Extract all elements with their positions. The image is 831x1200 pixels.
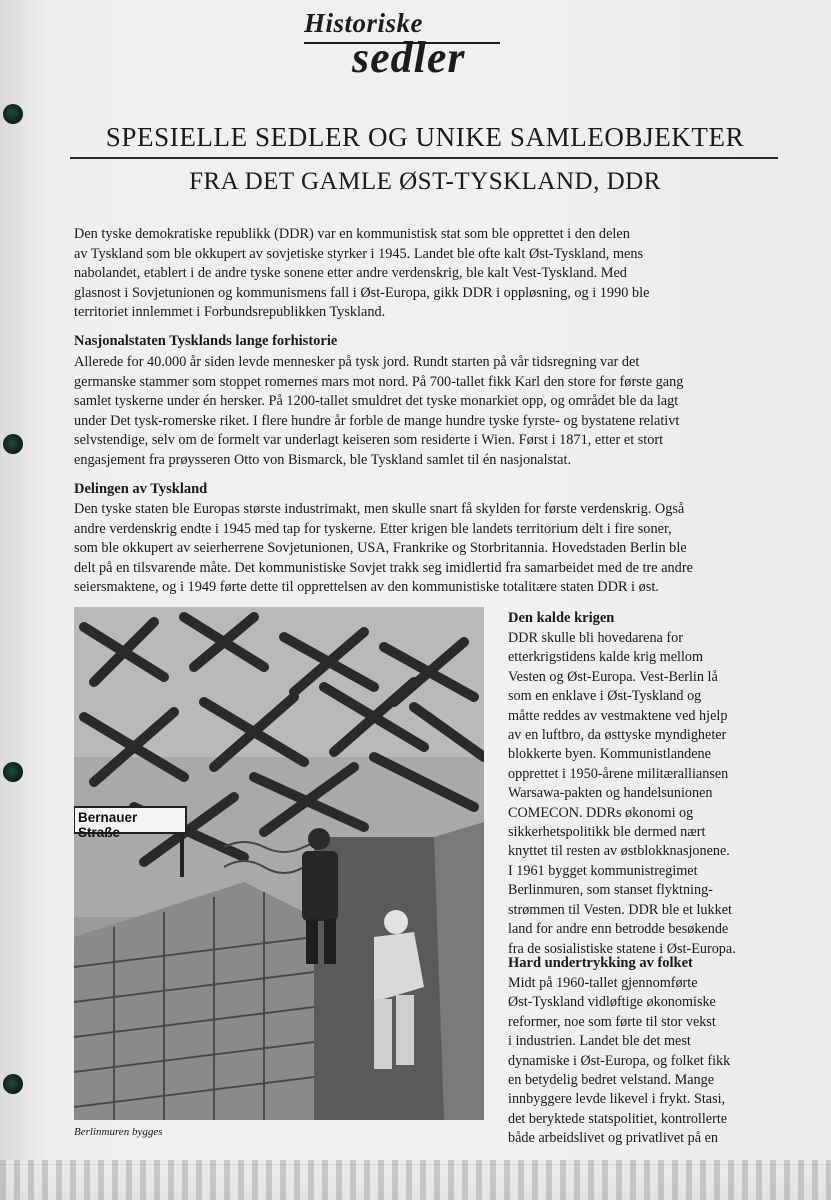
section-heading: Den kalde krigen: [508, 610, 615, 626]
text-line: sikkerhetspolitikk ble dermed nært: [508, 824, 706, 841]
text-line: som ble okkupert av seierherrene Sovjetunionen, USA, Frankrike og Storbritannia. Hovedstaden Berlin ble: [74, 540, 687, 557]
text-line: engasjement fra prøysseren Otto von Bismarck, ble Tyskland samlet til én nasjonalstat.: [74, 451, 572, 468]
page-subtitle: FRA DET GAMLE ØST-TYSKLAND, DDR: [189, 168, 661, 195]
section-paragraph: [508, 974, 770, 1149]
intro-paragraph: [74, 225, 774, 323]
text-line: dynamiske i Øst-Europa, og folket fikk: [508, 1052, 731, 1069]
logo: [300, 6, 510, 82]
text-line: under Det tysk-romerske riket. I flere hundre år forble de mange hundre tyske fyrste- og bystatene relativt: [74, 412, 680, 429]
text-line: opprettet i 1950-årene militæralliansen: [508, 765, 729, 782]
text-line: måtte reddes av vestmaktene ved hjelp: [508, 707, 728, 724]
text-line: det beryktede statspolitiet, kontrollerte: [508, 1110, 728, 1127]
logo-line1: Historiske: [304, 8, 424, 38]
binder-hole: [3, 1074, 23, 1094]
text-line: Midt på 1960-tallet gjennomførte: [508, 975, 698, 991]
intro-line: glasnost i Sovjetunionen og kommunismens fall i Øst-Europa, gikk DDR i oppløsning, og i 1990 ble: [74, 284, 650, 301]
text-line: strømmen til Vesten. DDR ble et lukket: [508, 901, 732, 918]
intro-line: av Tyskland som ble okkupert av sovjetiske styrker i 1945. Landet ble ofte kalt Øst-Tyskland, mens: [74, 245, 644, 262]
photo-illustration: [74, 607, 484, 1120]
text-line: etterkrigstidens kalde krig mellom: [508, 649, 704, 666]
photo-caption: Berlinmuren bygges: [74, 1126, 163, 1138]
section-heading: Hard undertrykking av folket: [508, 955, 693, 971]
binder-hole: [3, 762, 23, 782]
intro-line: Den tyske demokratiske republikk (DDR) var en kommunistisk stat som ble opprettet i den delen: [74, 226, 630, 242]
text-line: I 1961 bygget kommunistregimet: [508, 862, 698, 879]
text-line: en betydelig bedret velstand. Mange: [508, 1072, 715, 1089]
text-line: reformer, noe som førte til stor vekst: [508, 1013, 716, 1030]
text-line: selvstendige, selv om de formelt var underlagt keiseren som residerte i Wien. Først i 1871, etter et stort: [74, 432, 664, 449]
street-sign-label: Bernauer Straße: [78, 810, 138, 840]
text-line: germanske stammer som stoppet romernes mars mot nord. På 700-tallet fikk Karl den store for første gang: [74, 373, 684, 390]
section-heading: Nasjonalstaten Tysklands lange forhistorie: [74, 333, 338, 349]
text-line: som en enklave i Øst-Tyskland og: [508, 688, 702, 705]
text-line: Allerede for 40.000 år siden levde mennesker på tysk jord. Rundt starten på vår tidsregning var det: [74, 354, 640, 370]
text-line: innbyggere levde likevel i frykt. Stasi,: [508, 1091, 726, 1108]
text-line: land for andre enn betrodde besøkende: [508, 921, 729, 938]
text-line: samlet tyskerne under én hersker. På 1200-tallet smuldret det tyske monarkiet opp, og området ble da lagt: [74, 393, 679, 410]
title-divider: [70, 157, 778, 159]
text-line: Den tyske staten ble Europas største industrimakt, men skulle snart få skylden for første verdenskrig. Også: [74, 501, 685, 517]
page-title: SPESIELLE SEDLER OG UNIKE SAMLEOBJEKTER: [105, 122, 745, 152]
intro-line: territoriet innlemmet i Forbundsrepublikken Tyskland.: [74, 304, 386, 321]
section-paragraph: [508, 629, 770, 959]
text-line: Øst-Tyskland vidløftige økonomiske: [508, 994, 716, 1011]
section-paragraph: [74, 500, 774, 598]
text-line: av en luftbro, da østtyske myndigheter: [508, 727, 727, 744]
intro-line: nabolandet, etablert i de andre tyske sonene etter andre verdenskrig, ble kalt Vest-Tyskland. Med: [74, 265, 627, 282]
text-line: Warsawa-pakten og handelsunionen: [508, 785, 713, 802]
section-heading: Delingen av Tyskland: [74, 481, 208, 497]
text-line: DDR skulle bli hovedarena for: [508, 630, 683, 646]
text-line: COMECON. DDRs økonomi og: [508, 804, 694, 821]
text-line: seiersmaktene, og i 1949 førte dette til opprettelsen av den kommunistiske totalitære staten DDR i øst.: [74, 579, 659, 596]
text-line: blokkerte byen. Kommunistlandene: [508, 746, 711, 763]
text-line: delt på en tilsvarende måte. Det kommunistiske Sovjet trakk seg imidlertid fra samarbeidet med de tre andre: [74, 559, 693, 576]
logo-line2: sedler: [352, 33, 466, 82]
text-line: andre verdenskrig endte i 1945 med tap for tyskerne. Etter krigen ble landets territorium delt i fire soner,: [74, 520, 672, 537]
berlin-wall-photo: [74, 607, 484, 1120]
text-line: Berlinmuren, som stanset flyktning-: [508, 882, 713, 899]
text-line: i industrien. Landet ble det mest: [508, 1033, 691, 1050]
text-line: fra de sosialistiske statene i Øst-Europa.: [508, 940, 736, 957]
section-paragraph: [74, 353, 774, 471]
decorative-border: [0, 1160, 831, 1200]
text-line: Vesten og Øst-Europa. Vest-Berlin lå: [508, 668, 718, 685]
text-line: både arbeidslivet og privatlivet på en: [508, 1130, 718, 1147]
binder-hole: [3, 434, 23, 454]
binder-hole: [3, 104, 23, 124]
text-line: knyttet til resten av østblokknasjonene.: [508, 843, 730, 860]
